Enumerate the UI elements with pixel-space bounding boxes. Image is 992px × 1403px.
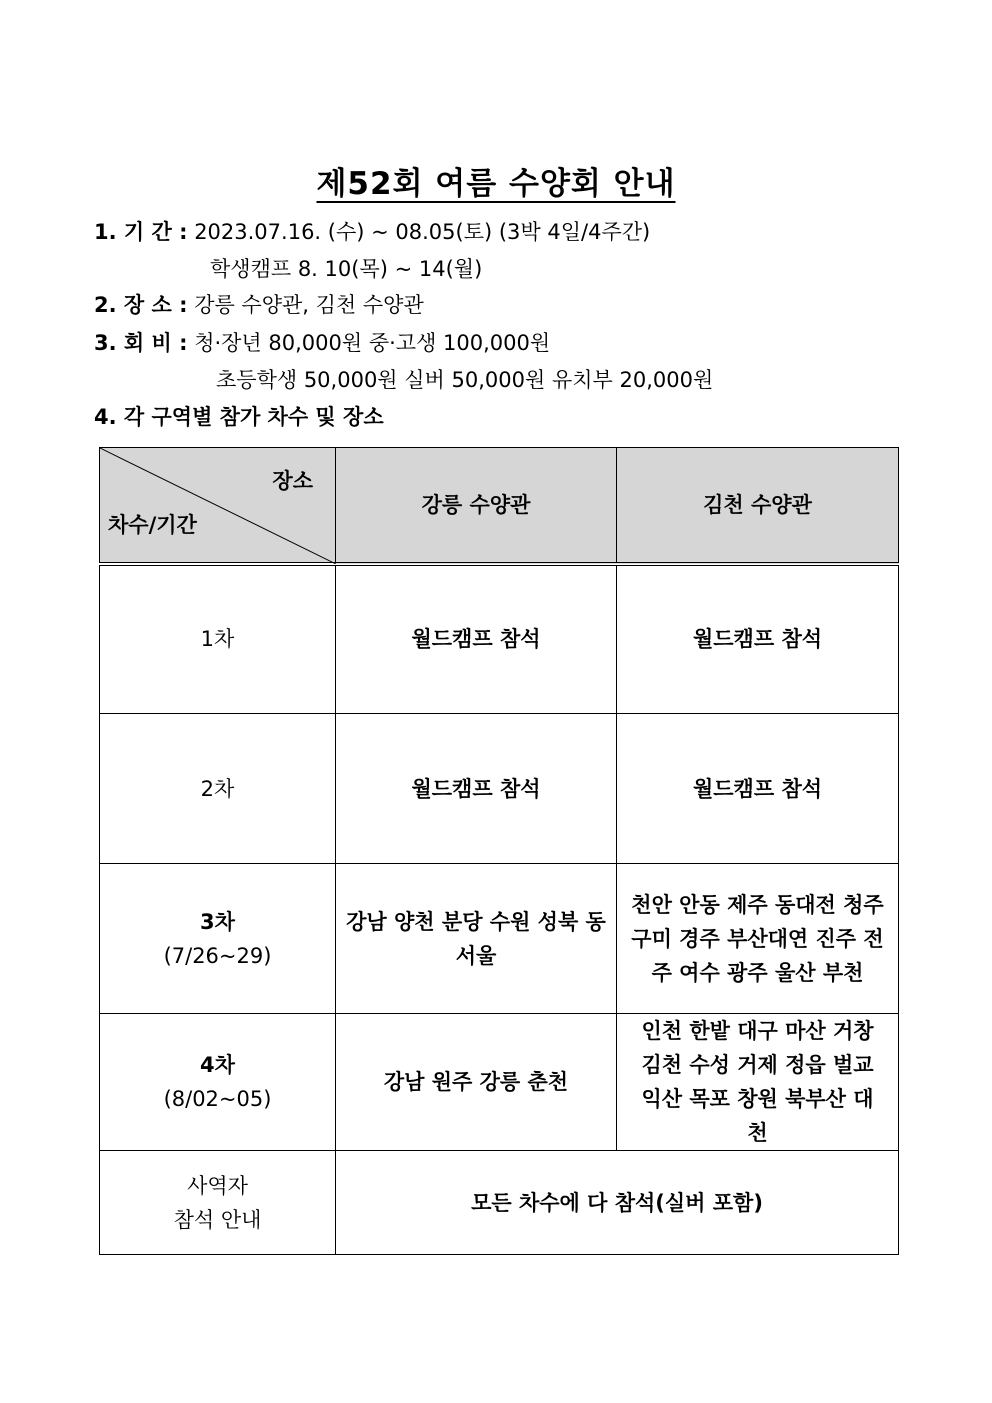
round-label: 4차 <box>200 1053 235 1077</box>
table-row <box>100 864 899 1014</box>
place-label: 2. 장 소 : <box>94 293 188 317</box>
gimcheon-cell: 월드캠프 참석 <box>617 714 899 864</box>
schedule-table <box>99 447 899 1255</box>
round-cell: 1차 <box>100 564 336 714</box>
gimcheon-cell: 인천 한밭 대구 마산 거창 김천 수성 거제 정읍 벌교 익산 목포 창원 북부산 대천 <box>617 1014 899 1151</box>
minister-label-2: 참석 안내 <box>173 1207 262 1232</box>
table-header-row <box>100 448 899 564</box>
round-cell: 2차 <box>100 714 336 864</box>
table-row <box>100 1014 899 1151</box>
round-dates: (7/26~29) <box>163 943 272 968</box>
table-row <box>100 564 899 714</box>
gangneung-cell: 강남 양천 분당 수원 성북 동서울 <box>336 864 617 1014</box>
student-camp-line: 학생캠프 8. 10(목) ~ 14(월) <box>210 257 483 281</box>
period-label: 1. 기 간 : <box>94 220 188 244</box>
round-label: 3차 <box>200 909 235 934</box>
corner-label-place: 장소 <box>272 469 313 493</box>
round-dates: (8/02~05) <box>163 1087 272 1111</box>
period-line <box>94 216 650 246</box>
round-cell <box>100 1014 336 1151</box>
place-value: 강릉 수양관, 김천 수양관 <box>194 293 424 317</box>
gangneung-cell: 월드캠프 참석 <box>336 564 617 714</box>
gimcheon-cell: 월드캠프 참석 <box>617 564 899 714</box>
header-gangneung: 강릉 수양관 <box>336 448 617 564</box>
period-value: 2023.07.16. (수) ~ 08.05(토) (3박 4일/4주간) <box>194 220 651 244</box>
minister-label-1: 사역자 <box>187 1173 248 1198</box>
table-row <box>100 1151 899 1255</box>
corner-label-round: 차수/기간 <box>108 512 197 537</box>
fee-value-2: 초등학생 50,000원 실버 50,000원 유치부 20,000원 <box>216 368 714 392</box>
place-line <box>94 289 424 319</box>
gimcheon-cell: 천안 안동 제주 동대전 청주 구미 경주 부산대연 진주 전주 여수 광주 울산 부천 <box>617 864 899 1014</box>
fee-value-1: 청·장년 80,000원 중·고생 100,000원 <box>194 331 551 355</box>
table-row <box>100 714 899 864</box>
gangneung-cell: 월드캠프 참석 <box>336 714 617 864</box>
fee-line <box>94 327 550 357</box>
gangneung-cell: 강남 원주 강릉 춘천 <box>336 1014 617 1151</box>
section-4-heading: 4. 각 구역별 참가 차수 및 장소 <box>94 405 384 429</box>
minister-value-cell: 모든 차수에 다 참석(실버 포함) <box>336 1151 899 1255</box>
minister-label-cell <box>100 1151 336 1255</box>
header-gimcheon: 김천 수양관 <box>617 448 899 564</box>
fee-label: 3. 회 비 : <box>94 331 188 355</box>
page-title: 제52회 여름 수양회 안내 <box>316 166 676 202</box>
corner-header-cell <box>100 448 336 564</box>
round-cell <box>100 864 336 1014</box>
